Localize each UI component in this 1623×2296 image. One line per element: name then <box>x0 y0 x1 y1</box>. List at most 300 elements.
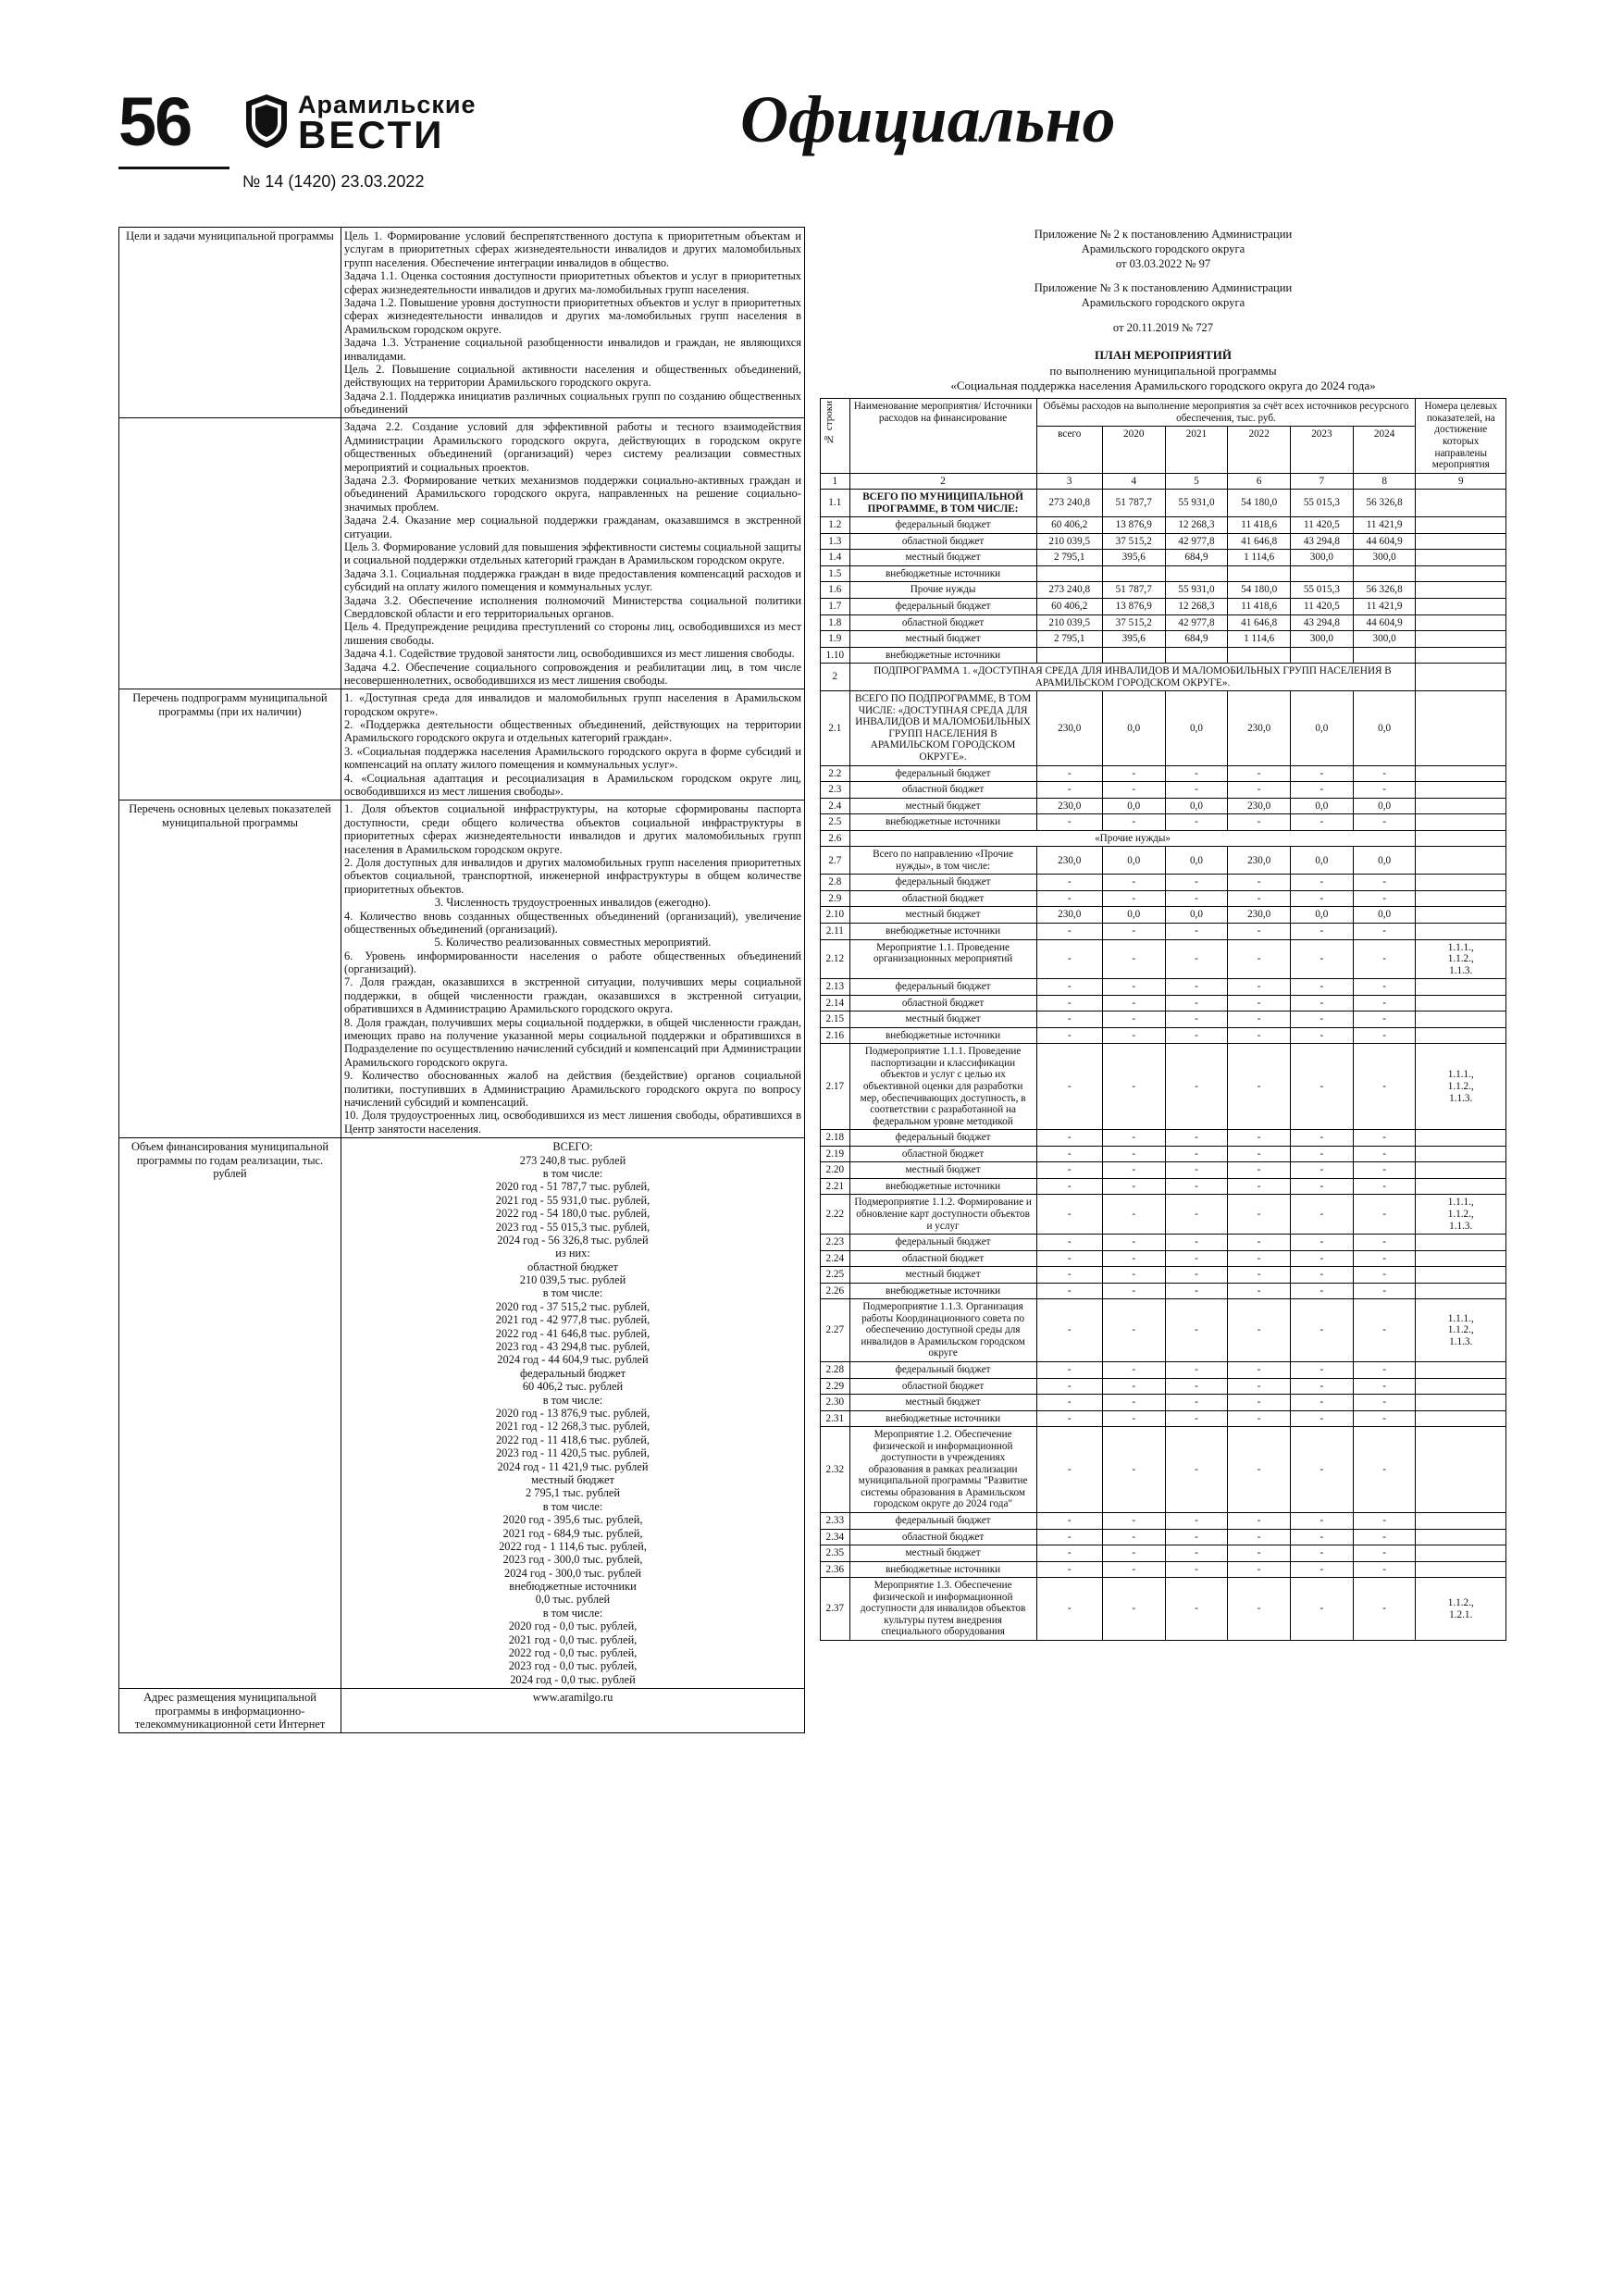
plan-row-name: федеральный бюджет <box>849 1130 1036 1147</box>
plan-row-year-value: - <box>1102 1178 1165 1195</box>
plan-row-year-value: - <box>1228 1267 1291 1284</box>
plan-table-row <box>821 1378 1506 1395</box>
plan-row-number: 2.12 <box>821 939 850 979</box>
plan-row-name: федеральный бюджет <box>849 979 1036 996</box>
plan-row-targets <box>1416 1283 1506 1299</box>
plan-row-total: 2 795,1 <box>1036 550 1102 566</box>
plan-row-year-value: - <box>1353 1044 1416 1130</box>
plan-row-year-value: - <box>1102 1195 1165 1235</box>
plan-row-total: - <box>1036 1512 1102 1529</box>
passport-row-value <box>341 418 805 689</box>
plan-row-year-value: - <box>1228 814 1291 831</box>
plan-table-row <box>821 631 1506 648</box>
appendix-line: от 20.11.2019 № 727 <box>1112 320 1214 334</box>
passport-value-line: 2021 год - 42 977,8 тыс. рублей, <box>495 1313 650 1327</box>
plan-row-name: федеральный бюджет <box>849 1512 1036 1529</box>
passport-value-line: Цель 2. Повышение социальной активности населения и общественных объединений, действующих на территории Арамильского городского округа. <box>344 362 801 390</box>
plan-row-year-value: - <box>1102 1529 1165 1545</box>
passport-value-line: из них: <box>555 1247 590 1260</box>
page-number: 56 <box>118 83 192 160</box>
masthead-rule <box>118 167 229 169</box>
plan-row-year-value: - <box>1228 1395 1291 1411</box>
plan-row-year-value: - <box>1228 1545 1291 1562</box>
passport-value-line: 5. Количество реализованных совместных мероприятий. <box>434 936 712 949</box>
plan-row-total: - <box>1036 782 1102 799</box>
plan-row-year-value: - <box>1291 995 1354 1011</box>
plan-row-number: 2.6 <box>821 830 850 847</box>
plan-row-year-value: - <box>1165 1378 1228 1395</box>
plan-row-year-value: - <box>1102 995 1165 1011</box>
plan-table-row <box>821 814 1506 831</box>
plan-row-year-value: - <box>1165 1427 1228 1513</box>
plan-row-targets <box>1416 1267 1506 1284</box>
plan-row-year-value: 300,0 <box>1291 550 1354 566</box>
program-passport-table <box>118 227 805 1733</box>
plan-row-number: 2.36 <box>821 1561 850 1578</box>
plan-row-year-value: - <box>1228 1529 1291 1545</box>
plan-row-year-value: 0,0 <box>1353 798 1416 814</box>
plan-row-year-value: - <box>1165 1195 1228 1235</box>
plan-row-name: федеральный бюджет <box>849 765 1036 782</box>
header-targets: Номера целевых показателей, на достижение которых направлены мероприятия <box>1416 399 1506 473</box>
plan-row-year-value: - <box>1165 890 1228 907</box>
passport-value-line: Задача 2.1. Поддержка инициатив различных социальных групп по созданию общественных объединений <box>344 389 801 416</box>
plan-row-targets <box>1416 1361 1506 1378</box>
plan-row-year-value: - <box>1165 1529 1228 1545</box>
plan-row-year-value: 51 787,7 <box>1102 582 1165 599</box>
plan-row-number: 2.18 <box>821 1130 850 1147</box>
plan-table-row <box>821 691 1506 765</box>
masthead <box>0 0 1623 191</box>
plan-row-name: областной бюджет <box>849 1250 1036 1267</box>
plan-row-name: Мероприятие 1.2. Обеспечение физической и информационной доступности в учреждениях образования в рамках реализации муниципальной программы "Развитие системы образования в Арамильском городском округе до 2024 года" <box>849 1427 1036 1513</box>
passport-value-line: 2020 год - 13 876,9 тыс. рублей, <box>495 1406 650 1420</box>
plan-row-year-value: 12 268,3 <box>1165 517 1228 534</box>
plan-row-year-value: - <box>1165 1027 1228 1044</box>
plan-row-name: областной бюджет <box>849 533 1036 550</box>
column-index-cell: 3 <box>1036 473 1102 490</box>
column-index-cell: 8 <box>1353 473 1416 490</box>
plan-table-row <box>821 1529 1506 1545</box>
passport-value-line: Задача 1.1. Оценка состояния доступности приоритетных объектов и услуг в приоритетных сферах жизнедеятельности инвалидов и других ма-ломобильных групп населения. <box>344 269 801 296</box>
plan-row-year-value: 230,0 <box>1228 847 1291 875</box>
plan-row-total: 2 795,1 <box>1036 631 1102 648</box>
passport-value-line: 7. Доля граждан, оказавшихся в экстренной ситуации, получивших меры социальной поддержки, в общей численности граждан, оказавшихся в экстренной ситуации, обратившихся в Администрацию Арамильского городского округа. <box>344 975 801 1016</box>
crest-icon <box>242 93 291 150</box>
plan-row-name: областной бюджет <box>849 890 1036 907</box>
plan-row-name: местный бюджет <box>849 550 1036 566</box>
plan-row-year-value: - <box>1228 1578 1291 1641</box>
plan-row-year-value: 55 015,3 <box>1291 490 1354 517</box>
header-total: всего <box>1036 427 1102 473</box>
plan-row-year-value: 11 421,9 <box>1353 598 1416 614</box>
plan-row-total: - <box>1036 1195 1102 1235</box>
plan-table-row <box>821 1283 1506 1299</box>
passport-row <box>119 418 805 689</box>
plan-row-number: 2.11 <box>821 924 850 940</box>
plan-row-targets <box>1416 664 1506 691</box>
plan-row-targets <box>1416 782 1506 799</box>
passport-value-line: 2024 год - 56 326,8 тыс. рублей <box>497 1233 649 1247</box>
plan-row-year-value: 11 418,6 <box>1228 598 1291 614</box>
plan-row-year-value: - <box>1228 995 1291 1011</box>
plan-row-year-value: - <box>1291 1427 1354 1513</box>
passport-value-line: 2024 год - 300,0 тыс. рублей <box>504 1566 641 1580</box>
plan-row-total: - <box>1036 1267 1102 1284</box>
plan-row-year-value: 300,0 <box>1353 550 1416 566</box>
plan-row-year-value: - <box>1291 1130 1354 1147</box>
plan-row-targets: 1.1.1., 1.1.2., 1.1.3. <box>1416 1195 1506 1235</box>
passport-value-line: 2024 год - 44 604,9 тыс. рублей <box>497 1353 649 1367</box>
plan-row-year-value: - <box>1102 1283 1165 1299</box>
plan-row-year-value: - <box>1353 1250 1416 1267</box>
plan-table-row <box>821 1250 1506 1267</box>
plan-row-year-value: - <box>1291 1378 1354 1395</box>
plan-row-year-value: - <box>1102 765 1165 782</box>
plan-row-number: 2.9 <box>821 890 850 907</box>
plan-row-total: - <box>1036 1011 1102 1028</box>
plan-row-year-value: 0,0 <box>1102 907 1165 924</box>
appendix-block-3 <box>820 320 1506 335</box>
plan-row-year-value: - <box>1353 1529 1416 1545</box>
plan-row-name: внебюджетные источники <box>849 1283 1036 1299</box>
passport-value-line: в том числе: <box>542 1393 603 1407</box>
plan-row-total: - <box>1036 1529 1102 1545</box>
plan-row-number: 2.3 <box>821 782 850 799</box>
plan-row-year-value: 395,6 <box>1102 631 1165 648</box>
plan-table-row <box>821 1395 1506 1411</box>
passport-value-line: областной бюджет <box>527 1260 618 1273</box>
plan-row-year-value <box>1102 565 1165 582</box>
plan-table-row <box>821 1299 1506 1362</box>
plan-row-year-value: - <box>1353 875 1416 891</box>
appendix-line: от 03.03.2022 № 97 <box>1115 257 1211 271</box>
plan-row-year-value: 1 114,6 <box>1228 631 1291 648</box>
plan-table-row <box>821 1162 1506 1179</box>
plan-row-year-value: - <box>1228 1512 1291 1529</box>
plan-table-row <box>821 1130 1506 1147</box>
plan-row-year-value: - <box>1102 1267 1165 1284</box>
passport-value-line: Задача 3.1. Социальная поддержка граждан в виде предоставления компенсаций расходов и субсидий на оплату жилого помещения и коммунальных услуг. <box>344 566 801 594</box>
plan-row-name: внебюджетные источники <box>849 1178 1036 1195</box>
passport-value-line: ВСЕГО: <box>552 1140 593 1154</box>
plan-row-year-value: 0,0 <box>1165 907 1228 924</box>
plan-row-year-value: - <box>1228 782 1291 799</box>
plan-row-targets <box>1416 847 1506 875</box>
plan-row-year-value: 11 420,5 <box>1291 598 1354 614</box>
plan-row-year-value: 41 646,8 <box>1228 533 1291 550</box>
plan-row-year-value: - <box>1228 1561 1291 1578</box>
plan-row-number: 1.9 <box>821 631 850 648</box>
plan-row-targets <box>1416 814 1506 831</box>
plan-row-total: 230,0 <box>1036 907 1102 924</box>
plan-row-year-value: - <box>1291 1044 1354 1130</box>
plan-row-total: 230,0 <box>1036 691 1102 765</box>
plan-row-name: Подмероприятие 1.1.2. Формирование и обновление карт доступности объектов и услуг <box>849 1195 1036 1235</box>
plan-table-row <box>821 995 1506 1011</box>
plan-row-name: областной бюджет <box>849 1378 1036 1395</box>
plan-row-targets <box>1416 798 1506 814</box>
plan-row-number: 1.7 <box>821 598 850 614</box>
plan-row-year-value: - <box>1353 995 1416 1011</box>
plan-row-year-value: - <box>1353 1267 1416 1284</box>
plan-row-name: Мероприятие 1.1. Проведение организационных мероприятий <box>849 939 1036 979</box>
plan-row-total: - <box>1036 1299 1102 1362</box>
plan-row-year-value: - <box>1291 924 1354 940</box>
plan-row-targets <box>1416 1378 1506 1395</box>
plan-row-year-value: - <box>1102 814 1165 831</box>
column-index-cell: 1 <box>821 473 850 490</box>
plan-row-targets <box>1416 490 1506 517</box>
plan-row-year-value: - <box>1165 1146 1228 1162</box>
plan-row-year-value: - <box>1165 979 1228 996</box>
plan-row-year-value: - <box>1228 1361 1291 1378</box>
plan-row-number: 2.8 <box>821 875 850 891</box>
plan-row-total: - <box>1036 1250 1102 1267</box>
passport-row-value <box>341 228 805 418</box>
plan-row-year-value: - <box>1102 1235 1165 1251</box>
plan-row-year-value: - <box>1291 939 1354 979</box>
plan-row-year-value: - <box>1165 1395 1228 1411</box>
plan-row-number: 2.25 <box>821 1267 850 1284</box>
plan-row-number: 2.7 <box>821 847 850 875</box>
plan-row-year-value: 0,0 <box>1291 847 1354 875</box>
plan-row-year-value: - <box>1353 1561 1416 1578</box>
plan-row-name: внебюджетные источники <box>849 565 1036 582</box>
plan-table-row <box>821 565 1506 582</box>
plan-table-row <box>821 550 1506 566</box>
plan-row-year-value: - <box>1165 765 1228 782</box>
passport-value-line: 2021 год - 684,9 тыс. рублей, <box>502 1526 643 1540</box>
plan-row-year-value: - <box>1291 875 1354 891</box>
right-column <box>820 227 1506 1641</box>
plan-row-year-value <box>1102 647 1165 664</box>
plan-table-row <box>821 614 1506 631</box>
plan-row-year-value <box>1165 647 1228 664</box>
passport-value-line: 2022 год - 1 114,6 тыс. рублей, <box>499 1539 647 1553</box>
plan-row-number: 2.17 <box>821 1044 850 1130</box>
plan-row-targets <box>1416 979 1506 996</box>
plan-row-year-value: - <box>1353 1162 1416 1179</box>
passport-value-line: Задача 3.2. Обеспечение исполнения полномочий Министерства социальной политики Свердловской области и его территориальных органов. <box>344 593 801 620</box>
header-year-2020: 2020 <box>1102 427 1165 473</box>
passport-value-line: местный бюджет <box>531 1472 614 1486</box>
plan-row-total: - <box>1036 1146 1102 1162</box>
plan-row-targets: 1.1.1., 1.1.2., 1.1.3. <box>1416 939 1506 979</box>
plan-row-year-value: - <box>1165 1011 1228 1028</box>
plan-row-name: федеральный бюджет <box>849 517 1036 534</box>
plan-row-year-value: 0,0 <box>1165 691 1228 765</box>
plan-row-year-value: - <box>1102 939 1165 979</box>
plan-row-targets <box>1416 830 1506 847</box>
passport-row-label: Перечень основных целевых показателей муниципальной программы <box>119 800 341 1138</box>
plan-row-year-value: - <box>1102 1044 1165 1130</box>
plan-table-row <box>821 1178 1506 1195</box>
passport-value-line: 9. Количество обоснованных жалоб на действия (бездействие) органов социальной политики, поступивших в Администрацию Арамильского городского округа по вопросу начислений субсидий и компенсаций. <box>344 1069 801 1109</box>
plan-row-year-value: - <box>1165 1130 1228 1147</box>
plan-row-year-value: 37 515,2 <box>1102 614 1165 631</box>
passport-value-line: 2024 год - 0,0 тыс. рублей <box>510 1672 636 1686</box>
plan-row-name: федеральный бюджет <box>849 1361 1036 1378</box>
plan-row-targets <box>1416 1011 1506 1028</box>
passport-value-line: 2022 год - 0,0 тыс. рублей, <box>508 1646 638 1660</box>
plan-row-year-value: - <box>1165 1561 1228 1578</box>
plan-row-year-value: 13 876,9 <box>1102 598 1165 614</box>
plan-row-year-value: - <box>1353 765 1416 782</box>
plan-row-year-value <box>1228 565 1291 582</box>
plan-row-name: Подмероприятие 1.1.3. Организация работы Координационного совета по обеспечению доступной среды для инвалидов в Арамильском городском округе <box>849 1299 1036 1362</box>
passport-value-line: 2021 год - 55 931,0 тыс. рублей, <box>495 1193 650 1207</box>
plan-row-total: - <box>1036 890 1102 907</box>
plan-measures-table <box>820 398 1506 1641</box>
passport-row-label: Объем финансирования муниципальной программы по годам реализации, тыс. рублей <box>119 1138 341 1689</box>
plan-row-year-value: - <box>1165 1512 1228 1529</box>
plan-row-year-value: - <box>1102 1427 1165 1513</box>
plan-row-year-value: - <box>1353 979 1416 996</box>
plan-row-targets <box>1416 1162 1506 1179</box>
plan-table-row <box>821 517 1506 534</box>
plan-row-name: местный бюджет <box>849 1162 1036 1179</box>
passport-value-line: 2 795,1 тыс. рублей <box>525 1486 621 1500</box>
plan-row-name: Прочие нужды <box>849 582 1036 599</box>
plan-row-number: 1.1 <box>821 490 850 517</box>
plan-row-year-value: - <box>1102 1162 1165 1179</box>
plan-row-year-value: - <box>1102 1512 1165 1529</box>
passport-value-line: Задача 4.1. Содействие трудовой занятости лиц, освободившихся из мест лишения свободы. <box>344 647 795 661</box>
plan-row-total: 230,0 <box>1036 847 1102 875</box>
plan-row-year-value: - <box>1228 939 1291 979</box>
plan-row-year-value: 42 977,8 <box>1165 533 1228 550</box>
plan-row-year-value: - <box>1291 1235 1354 1251</box>
plan-row-total: 230,0 <box>1036 798 1102 814</box>
plan-table-row <box>821 907 1506 924</box>
plan-row-year-value: - <box>1165 1267 1228 1284</box>
passport-value-line: внебюджетные источники <box>509 1580 637 1594</box>
plan-row-name: Всего по направлению «Прочие нужды», в том числе: <box>849 847 1036 875</box>
plan-row-number: 1.5 <box>821 565 850 582</box>
plan-row-year-value: - <box>1102 1027 1165 1044</box>
plan-row-year-value: - <box>1228 1027 1291 1044</box>
plan-row-year-value: - <box>1102 1395 1165 1411</box>
plan-row-year-value: - <box>1102 1410 1165 1427</box>
plan-row-number: 1.6 <box>821 582 850 599</box>
plan-table-row <box>821 533 1506 550</box>
plan-row-number: 2.16 <box>821 1027 850 1044</box>
plan-table-row <box>821 490 1506 517</box>
plan-row-year-value: - <box>1102 1130 1165 1147</box>
plan-row-name: местный бюджет <box>849 1267 1036 1284</box>
plan-row-year-value: - <box>1291 1195 1354 1235</box>
passport-value-line: www.aramilgo.ru <box>532 1691 613 1705</box>
plan-row-name: областной бюджет <box>849 1529 1036 1545</box>
plan-row-year-value: 44 604,9 <box>1353 614 1416 631</box>
plan-row-year-value: - <box>1353 1146 1416 1162</box>
plan-table-row <box>821 830 1506 847</box>
plan-row-targets <box>1416 614 1506 631</box>
plan-row-number: 2.33 <box>821 1512 850 1529</box>
plan-row-total: - <box>1036 1361 1102 1378</box>
plan-row-name: местный бюджет <box>849 907 1036 924</box>
plan-row-year-value: - <box>1353 1027 1416 1044</box>
plan-row-targets <box>1416 550 1506 566</box>
plan-row-name: Мероприятие 1.3. Обеспечение физической и информационной доступности для инвалидов объектов культуры путем внедрения специального оборудования <box>849 1578 1036 1641</box>
header-volumes: Объёмы расходов на выполнение мероприятия за счёт всех источников ресурсного обеспечения, тыс. руб. <box>1036 399 1416 427</box>
plan-table-row <box>821 1512 1506 1529</box>
passport-row <box>119 689 805 800</box>
plan-row-year-value: - <box>1291 1545 1354 1562</box>
passport-row-label: Перечень подпрограмм муниципальной программы (при их наличии) <box>119 689 341 800</box>
plan-row-total: - <box>1036 1178 1102 1195</box>
plan-row-year-value: 43 294,8 <box>1291 533 1354 550</box>
plan-row-year-value: 11 421,9 <box>1353 517 1416 534</box>
passport-value-line: 2023 год - 55 015,3 тыс. рублей, <box>495 1220 650 1234</box>
plan-row-name: местный бюджет <box>849 1395 1036 1411</box>
plan-row-year-value: - <box>1353 939 1416 979</box>
passport-row <box>119 800 805 1138</box>
passport-value-line: 4. «Социальная адаптация и ресоциализация в Арамильском городском округе лиц, освободившихся из мест лишения свободы». <box>344 771 801 799</box>
plan-row-year-value: 51 787,7 <box>1102 490 1165 517</box>
passport-value-line: 2023 год - 300,0 тыс. рублей, <box>502 1553 643 1567</box>
plan-row-total: 273 240,8 <box>1036 582 1102 599</box>
plan-row-name: Подмероприятие 1.1.1. Проведение паспортизации и классификации объектов и услуг с целью их объективной оценки для разработки мер, обеспечивающих доступность, в соответствии с разработанной на федеральном уровне методикой <box>849 1044 1036 1130</box>
plan-row-number: 2.19 <box>821 1146 850 1162</box>
plan-row-number: 1.3 <box>821 533 850 550</box>
plan-row-total: - <box>1036 1162 1102 1179</box>
plan-row-year-value: - <box>1291 979 1354 996</box>
passport-value-line: 210 039,5 тыс. рублей <box>519 1273 626 1287</box>
plan-row-targets <box>1416 1027 1506 1044</box>
plan-row-year-value: 55 015,3 <box>1291 582 1354 599</box>
plan-row-total: - <box>1036 939 1102 979</box>
plan-row-year-value: - <box>1353 1578 1416 1641</box>
plan-row-number: 2.15 <box>821 1011 850 1028</box>
plan-table-row <box>821 939 1506 979</box>
plan-row-year-value <box>1165 565 1228 582</box>
plan-row-year-value: - <box>1165 1410 1228 1427</box>
plan-table-row <box>821 924 1506 940</box>
passport-value-line: 2021 год - 0,0 тыс. рублей, <box>508 1632 638 1646</box>
plan-row-year-value: - <box>1228 1178 1291 1195</box>
plan-title <box>820 348 1506 395</box>
passport-value-line: 2. «Поддержка деятельности общественных объединений, действующих на территории Арамильского городского округа и отдельных категорий граждан». <box>344 718 801 745</box>
plan-row-total: 60 406,2 <box>1036 517 1102 534</box>
plan-row-year-value: - <box>1102 1011 1165 1028</box>
passport-row-value <box>341 800 805 1138</box>
plan-table-row <box>821 647 1506 664</box>
plan-row-year-value <box>1353 565 1416 582</box>
plan-row-total: - <box>1036 924 1102 940</box>
plan-row-number: 2.35 <box>821 1545 850 1562</box>
passport-value-line: 3. «Социальная поддержка населения Арамильского городского округа в форме субсидий и компенсаций на оплату жилого помещения и коммунальных услуг». <box>344 744 801 772</box>
plan-row-year-value: - <box>1353 890 1416 907</box>
plan-row-year-value: - <box>1291 1578 1354 1641</box>
plan-row-targets <box>1416 1410 1506 1427</box>
plan-row-year-value: 55 931,0 <box>1165 582 1228 599</box>
plan-row-year-value: - <box>1102 1378 1165 1395</box>
plan-row-year-value: 12 268,3 <box>1165 598 1228 614</box>
plan-row-year-value: - <box>1291 1162 1354 1179</box>
plan-row-year-value <box>1353 647 1416 664</box>
plan-row-number: 1.2 <box>821 517 850 534</box>
plan-row-number: 2.10 <box>821 907 850 924</box>
passport-row-value <box>341 1689 805 1733</box>
plan-row-total: - <box>1036 1395 1102 1411</box>
plan-row-year-value: - <box>1165 1361 1228 1378</box>
plan-row-targets <box>1416 631 1506 648</box>
plan-row-total: - <box>1036 1044 1102 1130</box>
plan-row-year-value <box>1291 647 1354 664</box>
passport-value-line: 6. Уровень информированности населения о работе общественных объединений (организаций). <box>344 949 801 976</box>
